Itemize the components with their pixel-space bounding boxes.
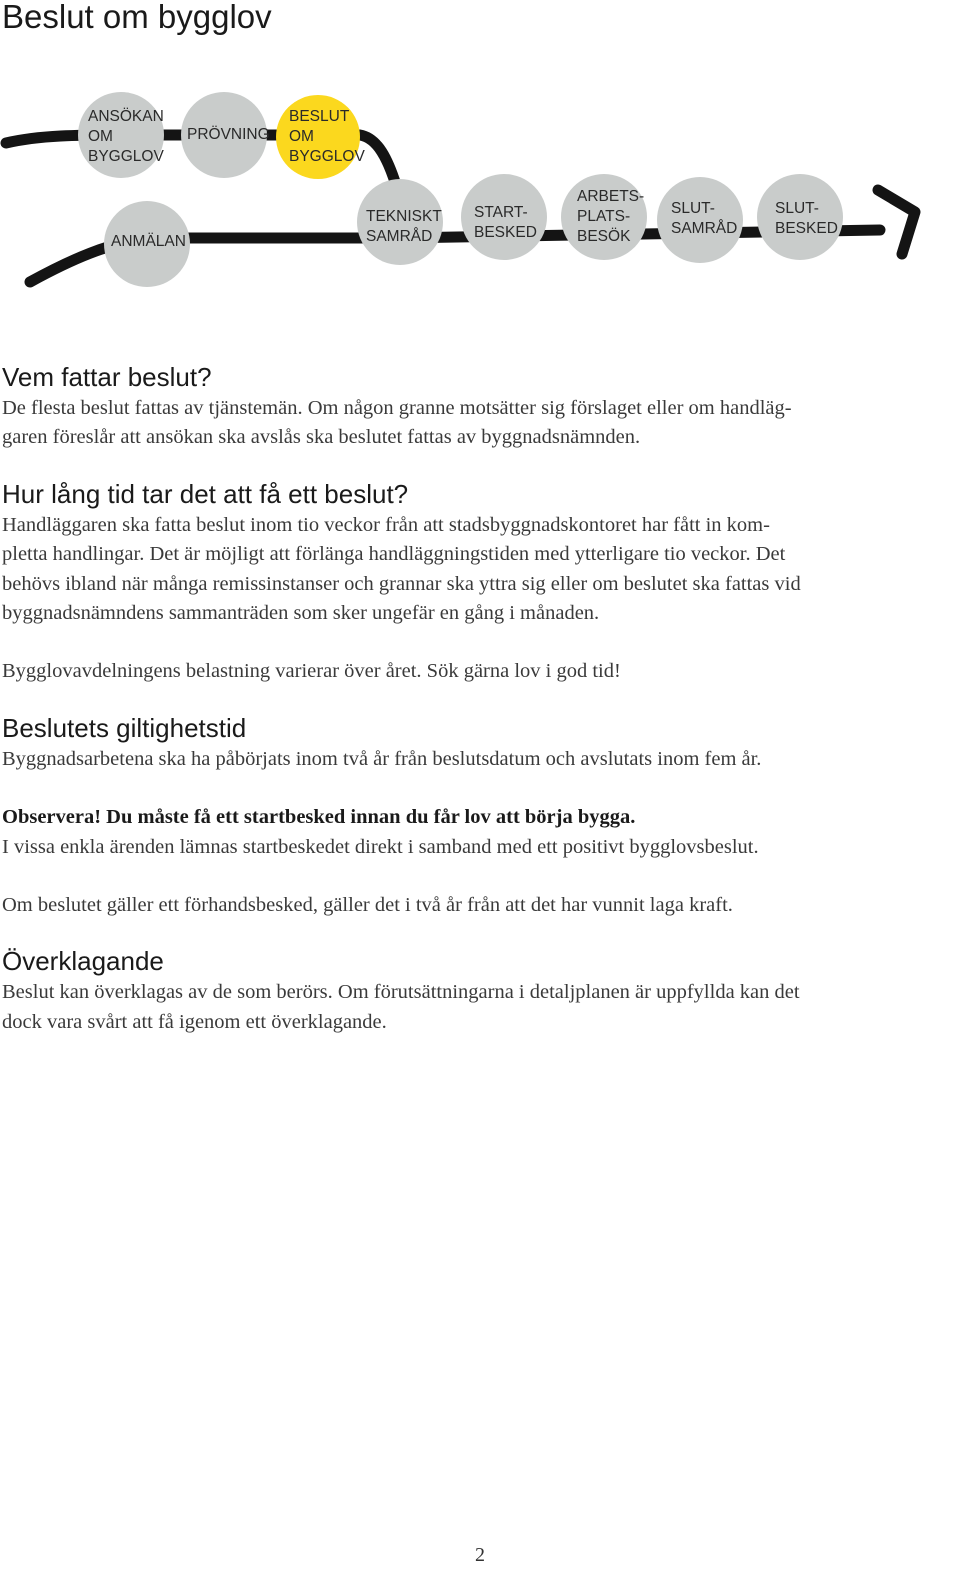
- appeal-line-2: dock vara svårt att få igenom ett överklagande.: [2, 1010, 387, 1033]
- process-step-label: OM: [289, 128, 314, 145]
- time-line-2: pletta handlingar. Det är möjligt att förlänga handläggningstiden med ytterligare tio veckor. Det: [2, 543, 786, 566]
- process-step-label: BESKED: [775, 220, 838, 237]
- process-step-slutsamrad: [657, 177, 743, 263]
- process-step-circle: [757, 174, 843, 260]
- process-step-label: SLUT-: [671, 200, 715, 217]
- process-step-label: OM: [88, 128, 113, 145]
- appeal-heading: Överklagande: [2, 946, 164, 977]
- time-line-4: byggnadsnämndens sammanträden som sker ungefär en gång i månaden.: [2, 602, 600, 625]
- who-heading: Vem fattar beslut?: [2, 362, 212, 392]
- process-step-beslut: [276, 95, 365, 179]
- process-step-startbesked: [461, 174, 547, 260]
- time-note: Bygglovavdelningens belastning varierar över året. Sök gärna lov i god tid!: [2, 660, 621, 683]
- time-line-1: Handläggaren ska fatta beslut inom tio veckor från att stadsbyggnadskontoret har fått in kom-: [2, 513, 770, 536]
- page-title: Beslut om bygglov: [2, 0, 272, 35]
- process-step-label: BYGGLOV: [88, 148, 164, 165]
- process-step-label: SAMRÅD: [671, 220, 738, 237]
- process-step-label: SLUT-: [775, 200, 819, 217]
- process-step-label: ANMÄLAN: [111, 233, 186, 250]
- validity-line-3: Om beslutet gäller ett förhandsbesked, gäller det i två år från att det har vunnit laga kraft.: [2, 894, 733, 917]
- process-step-label: TEKNISKT: [366, 208, 442, 225]
- validity-line-2: I vissa enkla ärenden lämnas startbeskedet direkt i samband med ett positivt bygglovsbeslut.: [2, 835, 759, 858]
- process-step-label: PLATS-: [577, 208, 631, 225]
- process-step-provning: [181, 92, 270, 178]
- page-number: 2: [475, 1544, 485, 1566]
- who-line-2: garen föreslår att ansökan ska avslås ska beslutet fattas av byggnadsnämnden.: [2, 426, 641, 449]
- content: [2, 360, 958, 1037]
- validity-heading: Beslutets giltighetstid: [2, 712, 247, 743]
- validity-observe: Observera! Du måste få ett startbesked innan du får lov att börja bygga.: [2, 806, 636, 829]
- process-step-ansokan: [78, 92, 164, 178]
- process-step-label: ARBETS-: [577, 188, 645, 205]
- who-line-1: De flesta beslut fattas av tjänstemän. Om någon granne motsätter sig förslaget eller om handläg-: [2, 397, 792, 419]
- process-step-label: ANSÖKAN: [88, 108, 164, 125]
- process-step-tekniskt: [357, 179, 443, 265]
- process-step-label: START-: [474, 204, 528, 221]
- appeal-line-1: Beslut kan överklagas av de som berörs. Om förutsättningarna i detaljplanen är uppfyllda kan det: [2, 981, 800, 1004]
- process-step-anmalan: [104, 201, 190, 287]
- process-step-slutbesked: [757, 174, 843, 260]
- process-step-arbetsplatsbesok: [561, 174, 647, 260]
- process-step-label: BESKED: [474, 224, 537, 241]
- process-step-label: BESLUT: [289, 108, 350, 125]
- process-step-label: PRÖVNING: [187, 126, 270, 143]
- arrow-head-icon: [878, 190, 915, 254]
- time-line-3: behövs ibland när många remissinstanser och grannar ska yttra sig eller om beslutet ska fattas vid: [2, 572, 801, 595]
- process-step-label: BESÖK: [577, 228, 631, 245]
- validity-line-1: Byggnadsarbetena ska ha påbörjats inom två år från beslutsdatum och avslutats inom fem år.: [2, 747, 762, 770]
- process-step-label: BYGGLOV: [289, 148, 365, 165]
- time-heading: Hur lång tid tar det att få ett beslut?: [2, 478, 409, 509]
- process-step-label: SAMRÅD: [366, 228, 433, 245]
- process-diagram: [0, 80, 960, 300]
